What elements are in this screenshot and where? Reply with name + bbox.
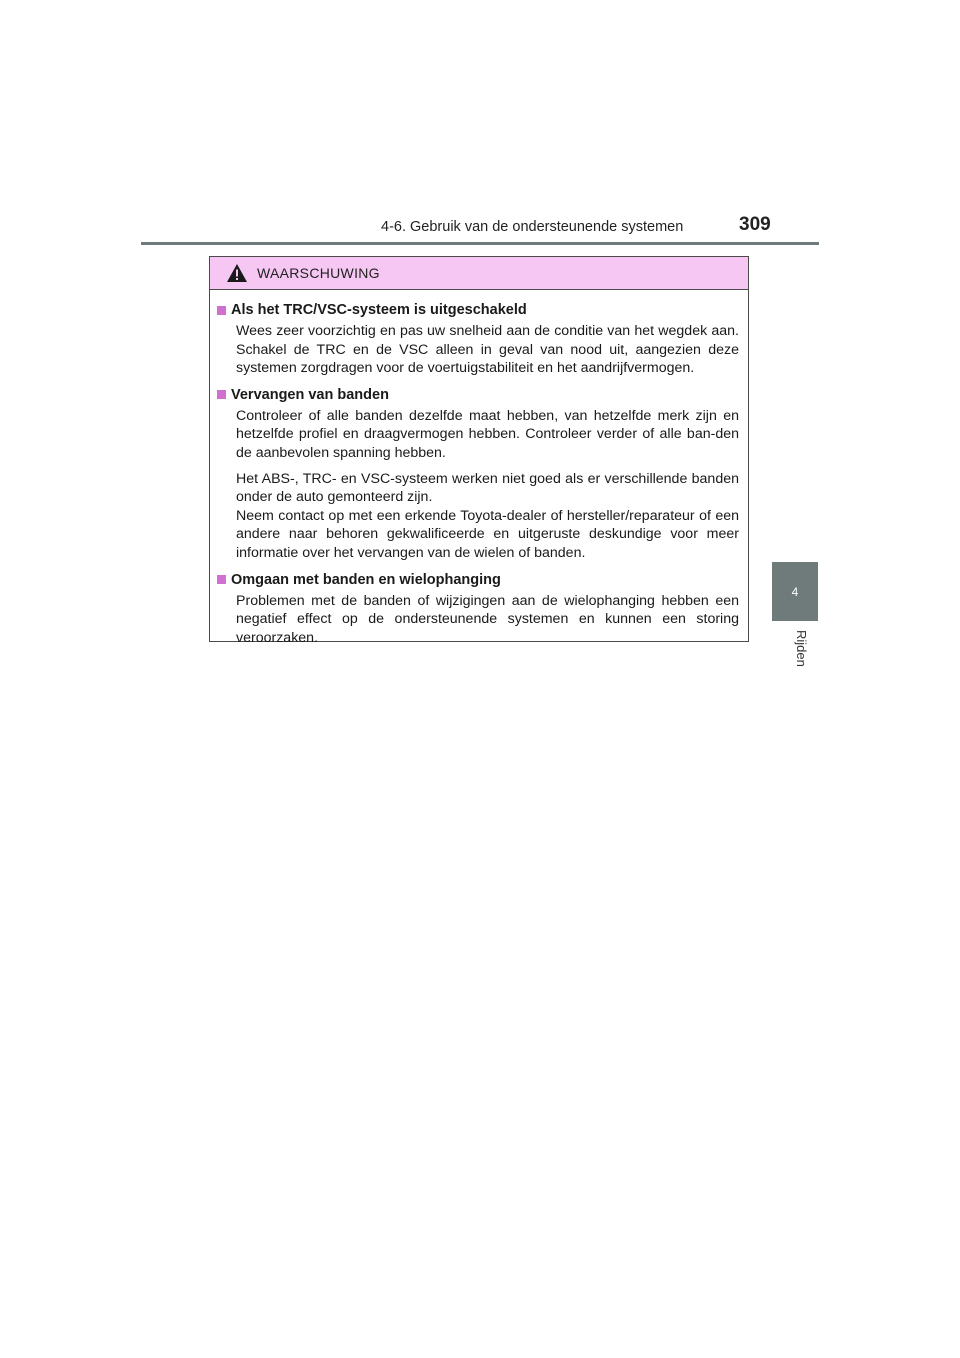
page-number: 309	[739, 214, 771, 235]
warning-heading: WAARSCHUWING	[257, 265, 380, 281]
warning-body	[210, 290, 748, 647]
warning-header	[210, 257, 748, 290]
page-header-title: 4-6. Gebruik van de ondersteunende systemen	[381, 219, 684, 235]
section-title-text: Als het TRC/VSC-systeem is uitgeschakeld	[231, 302, 527, 318]
chapter-tab[interactable]	[772, 562, 818, 621]
paragraph-line: Het ABS-, TRC- en VSC-systeem werken niet goed als er verschillende banden onder de auto gemonteerd zijn.	[236, 470, 739, 506]
warning-box	[209, 256, 749, 646]
bullet-square-icon	[217, 390, 226, 399]
warning-section-suspension	[217, 570, 739, 648]
section-paragraph: Controleer of alle banden dezelfde maat hebben, van hetzelfde merk zijn en hetzelfde profiel en draagvermogen hebben. Controleer verder of alle ban-den de aanbevolen spanning hebben.	[236, 407, 739, 461]
section-title-text: Omgaan met banden en wielophanging	[231, 571, 501, 588]
section-title	[217, 570, 739, 590]
section-paragraph	[236, 470, 739, 563]
section-paragraph: Wees zeer voorzichtig en pas uw snelheid aan de conditie van het wegdek aan. Schakel de TRC en de VSC alleen in geval van nood uit, aangezien deze systemen zorgdragen voor de voertuigstabiliteit en het aandrijfvermogen.	[236, 323, 739, 377]
chapter-label: Rijden	[794, 630, 809, 667]
warning-triangle-icon	[226, 263, 248, 283]
bullet-square-icon	[217, 575, 226, 584]
section-title	[217, 385, 739, 405]
section-paragraph: Problemen met de banden of wijzigingen aan de wielophanging hebben een negatief effect op de ondersteunende systemen en kunnen een storing veroorzaken.	[236, 592, 739, 646]
chapter-number: 4	[791, 584, 799, 599]
warning-section-trc-vsc	[217, 300, 739, 378]
section-title	[217, 300, 739, 320]
paragraph-line: Neem contact op met een erkende Toyota-dealer of hersteller/reparateur of een andere naar behoren gekwalificeerde en uitgeruste deskundige voor meer informatie over het vervangen van de wielen of banden.	[236, 507, 739, 561]
section-title-text: Vervangen van banden	[231, 386, 389, 403]
warning-section-tires	[217, 385, 739, 563]
bullet-square-icon	[217, 306, 226, 315]
header-rule	[141, 242, 819, 245]
